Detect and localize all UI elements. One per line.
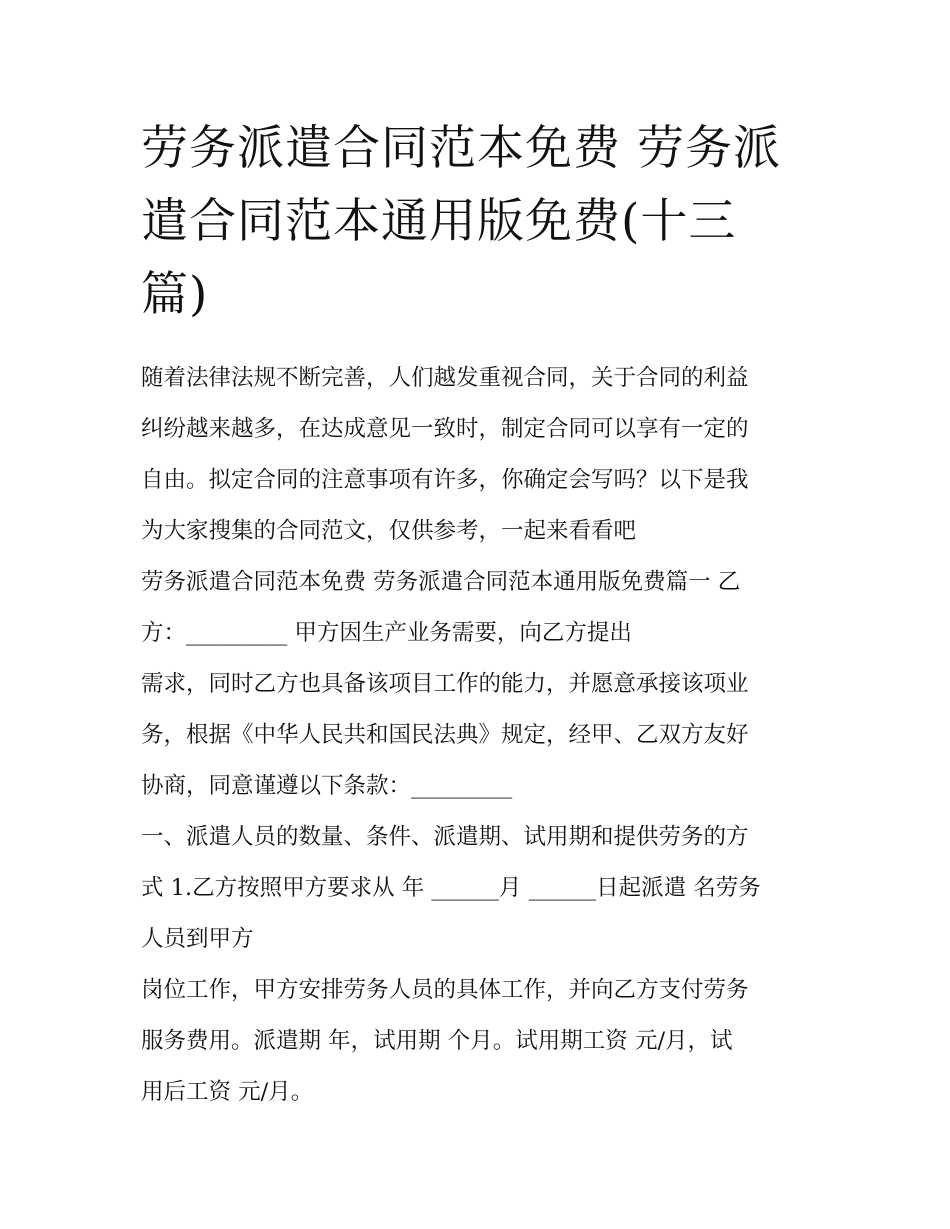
agreement-paragraph (141, 659, 821, 812)
text-line: 人员到甲方 (141, 926, 254, 952)
clause-one (141, 812, 821, 965)
section-one-heading (141, 557, 821, 659)
text-line: 需求，同时乙方也具备该项目工作的能力，并愿意承接该项业 (141, 671, 749, 697)
text-line: 务，根据《中华人民共和国民法典》规定，经甲、乙双方友好 (141, 722, 749, 748)
text-line: 劳务派遣合同范本免费 劳务派遣合同范本通用版免费篇一 乙 (141, 569, 741, 595)
title-line: 劳务派遣合同范本免费 劳务派 (141, 121, 781, 176)
text-line: 一、派遣人员的数量、条件、派遣期、试用期和提供劳务的方 (141, 824, 749, 850)
title-line: 遣合同范本通用版免费(十三 (141, 194, 737, 249)
text-line: 岗位工作，甲方安排劳务人员的具体工作，并向乙方支付劳务 (141, 977, 749, 1003)
text-line: 随着法律法规不断完善，人们越发重视合同，关于合同的利益 (141, 365, 749, 391)
text-line: 纠纷越来越多，在达成意见一致时，制定合同可以享有一定的 (141, 416, 749, 442)
text-line: 自由。拟定合同的注意事项有许多，你确定会写吗？以下是我 (141, 467, 749, 493)
text-line: 协商，同意谨遵以下条款：_________ (141, 773, 513, 799)
text-line: 为大家搜集的合同范文，仅供参考，一起来看看吧 (141, 518, 637, 544)
title-line: 篇) (141, 267, 209, 322)
intro-paragraph (141, 353, 821, 557)
text-line: 式 1.乙方按照甲方要求从 年 ______月 ______日起派遣 名劳务 (141, 875, 761, 901)
text-line: 服务费用。派遣期 年，试用期 个月。试用期工资 元/月，试 (141, 1028, 733, 1054)
text-line: 用后工资 元/月。 (141, 1079, 314, 1105)
document-title (141, 112, 821, 331)
text-line: 方：_________ 甲方因生产业务需要，向乙方提出 (141, 620, 632, 646)
position-paragraph (141, 965, 821, 1118)
